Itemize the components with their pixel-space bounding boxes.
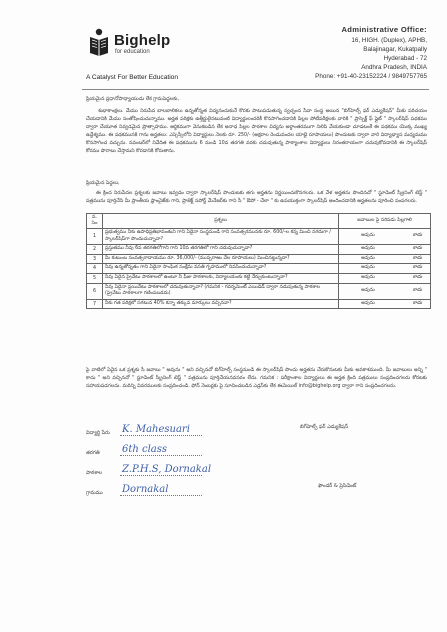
table-row xyxy=(87,254,431,264)
field-line xyxy=(120,495,202,496)
row-number: 5 xyxy=(87,273,103,283)
no-mark: కాదు xyxy=(412,274,422,280)
field-line xyxy=(120,455,202,456)
answer-cell xyxy=(339,299,431,309)
handwritten-value: Z.P.H.S, Dornakal xyxy=(122,464,212,475)
closing-paragraph: పై వాటిలో ఏదైన ఒక ప్రశ్నకు సీ జవాబు " అవును " అని వచ్చినచో బిగ్‌హెల్ప్ సంస్థనుండి ఈ స్కాలర్‌షిప్ పొందు అర్హతను చేరుకొనుటకు మీకు అవకాశముంది. మీ జవాబులు అన్ని " కాదు " అని వచ్చినచో " స్టూడెంట్ స్క్రీనింగ్ టెస్ట్ " పత్రమును పూర్తిచేయనవసరం లేదు. గమనిక : పరీక్షాంశాల విద్యార్థులు ఈ అర్హత క్రింది పత్రములు సంప్రదించగలరు కోరటకు సహాయపడగలదు. మరిన్ని వివరములకు సంప్రదించండి. ఫోన్ నెంబర్లకు పై సూచించబడిన ఎడ్రస్‌కు లేక ఈమెయిల్ info@bighelp.org ద్వారా గాని సంప్రదించగలరు. xyxy=(86,367,427,389)
table-row xyxy=(87,229,431,245)
row-number: 6 xyxy=(87,283,103,299)
col-header-answer: జవాబుల పై సరిపడు పిల్లగాలి xyxy=(339,214,431,229)
office-line: 16, HIGH. (Duplex), APHB, xyxy=(351,36,427,44)
no-mark: కాదు xyxy=(412,246,422,252)
no-mark: కాదు xyxy=(412,300,422,306)
field-label: పాఠశాల xyxy=(86,470,103,476)
field-label: గ్రామము xyxy=(86,490,103,496)
yes-option: అవును xyxy=(361,265,375,271)
table-row xyxy=(87,273,431,283)
question-text: నీవు ఉన్నతోన్నతం గాని ఏదైనా సాంఘిక సంక్షేమ వసతి గృహములో నివసించుచున్నావా? xyxy=(102,264,338,274)
office-line: Balajinagar, Kukatpally xyxy=(363,45,427,53)
no-mark: కాదు xyxy=(412,233,422,239)
table-row xyxy=(87,245,431,255)
office-line: Andhra Pradesh, INDIA xyxy=(361,63,427,71)
no-mark: కాదు xyxy=(412,287,422,293)
brand-subtitle: for education xyxy=(115,49,150,55)
question-text: ప్రస్తుతము నీవు 6వ తరగతిలోగాని గాని 10వ తరగతిలో గాని చదువుచున్నావా? xyxy=(102,245,338,255)
header-divider xyxy=(82,89,429,90)
eligibility-table xyxy=(86,213,431,309)
greeting: ప్రియమైన ప్రధానోపాధ్యాయుడు లేక గ్రామపెద్దలకు, xyxy=(86,96,180,102)
field-label: విద్యార్థి పేరు xyxy=(86,430,110,436)
field-line xyxy=(120,435,202,436)
instructions-paragraph: ఈ క్రింద నిరుపేదల ప్రశ్నలకు జవాబు ఇవ్వడం ద్వారా స్కాలర్‌షిప్ పొందుటకు తగు అర్హతను నిర్ణయించుకొనగలరు. ఒక వేళ అర్హతను పొందినచో " స్టూడెంట్ స్క్రీనింగ్ టెస్ట్ " పత్రమును పూర్తిచేసి మీ ప్రాంతీయ ఫ్రాంచైజ్‌కు గాని, ప్రాజెక్ట్ సపోర్ట్ మేనేజర్‌కు గాని సీ " ఔపో - చేలా " కు ఉపయుక్తంగా స్కాలర్‌షిప్ అందించడానికి అర్హతలను పూరించి పంపగలరు. xyxy=(86,190,427,204)
office-address xyxy=(257,26,427,81)
brand-name: Bighelp xyxy=(114,32,171,49)
yes-option: అవును xyxy=(361,255,375,261)
table-row xyxy=(87,299,431,309)
handwritten-value: K. Mahesuari xyxy=(122,424,190,435)
answer-cell xyxy=(339,245,431,255)
no-mark: కాదు xyxy=(412,255,422,261)
handwritten-value: 6th class xyxy=(122,444,168,455)
answer-cell xyxy=(339,283,431,299)
office-line: Hyderabad - 72 xyxy=(383,54,427,62)
founder-signature: ఫౌండర్ & ప్రెసిడెంట్ xyxy=(318,483,357,489)
tagline: A Catalyst For Better Education xyxy=(86,74,178,81)
question-text: మీ కుటుంబ సంవత్సరాదాయము రూ. 36,000/- (ముప్పరాఱు వేల రూపాయలు) మించినట్టున్నదా? xyxy=(102,254,338,264)
field-line xyxy=(120,475,202,476)
company-signature: బిగ్‌హెల్ప్ ఫర్ ఎడ్యుకేషన్ xyxy=(300,424,349,430)
row-number: 7 xyxy=(87,299,103,309)
no-mark: కాదు xyxy=(412,265,422,271)
question-text: ప్రభుత్వము నీకు ఉపాధిప్రతిభావంతుని గాని ఏదైనా సంస్థనుండి గాని సంవత్సరమునకు రూ. 600/-ల కన్న మించి నగదుగా / స్కాలర్‌షిప్‌గా పొందుచున్నావా? xyxy=(102,229,338,245)
yes-option: అవును xyxy=(361,300,375,306)
col-header-sno: వ. సెం xyxy=(87,214,103,229)
row-number: 4 xyxy=(87,264,103,274)
col-header-question: ప్రశ్నలు xyxy=(102,214,338,229)
intro-paragraph: శుభాకాంక్షలు. మేము నిరుపేద బాలబాలికలు ఉన్నతోన్నత విద్యనందుకునే కొరకు పాటుపడుతున్న స్వచ్ఛంద సేవా సంస్థ అయిన "బిగ్‌హెల్ప్ ఫర్ ఎడ్యుకేషన్" మీకు పరిచయం చేయడానికి మేము సంతోషించుచున్నాము. అర్హత పరిక్షకు ఉత్తీర్ణులైనటువంటి విద్యార్థులందరికీ కొనసాగించడానికి పిల్లల పోటీపరీక్షలకు వారికి " ప్రాస్పెక్ట్ ఫ్ ఫ్లైట్ " స్కాలర్‌షిప్ పథకము ద్వారా చేయూత నివ్వడమైన ప్రొత్సాహము. ఆర్థికముగా వెనుకబడిన లేక అనాధ పిల్లల పాఠశాల విద్యను అర్థాంతరముగా నిలిపి వేయకుండా చూడటంకే ఈ పథకము యొక్క ముఖ్య ఉద్దేశ్యము. ఈ పథకమునకి గాను అర్హతలు: ఎస్సెస్సీలోని విద్యార్థులు నెలకు రూ. 250/- (అక్షరాల రెండువందల యాభై రూపాయలు) పొందుటకు ద్వారా వారి విద్యాభ్యాస మధ్యమము కొనసాగించ వచ్చును. నవంబర్‌లో నివేదిత ఈ పథకమును 6 నుండి 10వ తరగతి వరకు చదువుతున్న పాఠ్యాంశాల విద్యార్థులు నిరంతరాయంగా చదువుకోవడానికి ఈ స్కాలర్‌షిప్ కోరము పొరాబు చేస్తామని కొరడానికి కోరుతాను. xyxy=(86,108,427,154)
yes-option: అవును xyxy=(361,246,375,252)
question-text: నీవు ఏదైన ప్రైవేటు పాఠశాలలో ఉంటూ నీ ఫీజు పాఠశాలకు, విద్యాలయంకు కట్టి నేర్చుకుంటున్నావా? xyxy=(102,273,338,283)
field-label: తరగతి xyxy=(86,450,100,456)
answer-cell xyxy=(339,254,431,264)
answer-cell xyxy=(339,229,431,245)
row-number: 2 xyxy=(87,245,103,255)
question-text: నీకు గత పరిక్షలో సగటున 40% కన్నా తక్కువ మార్కులు వచ్చినవా? xyxy=(102,299,338,309)
book-person-icon xyxy=(88,28,110,56)
answer-cell xyxy=(339,273,431,283)
yes-option: అవును xyxy=(361,274,375,280)
bighelp-logo xyxy=(88,26,208,68)
office-phone: Phone: +91-40-23152224 / 9849757765 xyxy=(315,72,427,80)
table-row xyxy=(87,264,431,274)
question-text: నీవు ఏదైనా ప్రయివేటు పాఠశాలలో చదువుతున్నావా? (గమనిక - గవర్నమెంట్ ఎయిడెడ్ ద్వారా నడుపుతున్న పాఠశాల (ప్రైవేటు పాఠశాలగా గణింపబడదు) xyxy=(102,283,338,299)
answer-cell xyxy=(339,264,431,274)
table-row xyxy=(87,283,431,299)
yes-option: అవును xyxy=(361,233,375,239)
handwritten-value: Dornakal xyxy=(122,484,169,495)
row-number: 1 xyxy=(87,229,103,245)
yes-option: అవును xyxy=(361,287,375,293)
salutation: ప్రియమైన పెద్దలు, xyxy=(86,180,120,186)
office-title: Administrative Office: xyxy=(341,25,427,34)
row-number: 3 xyxy=(87,254,103,264)
